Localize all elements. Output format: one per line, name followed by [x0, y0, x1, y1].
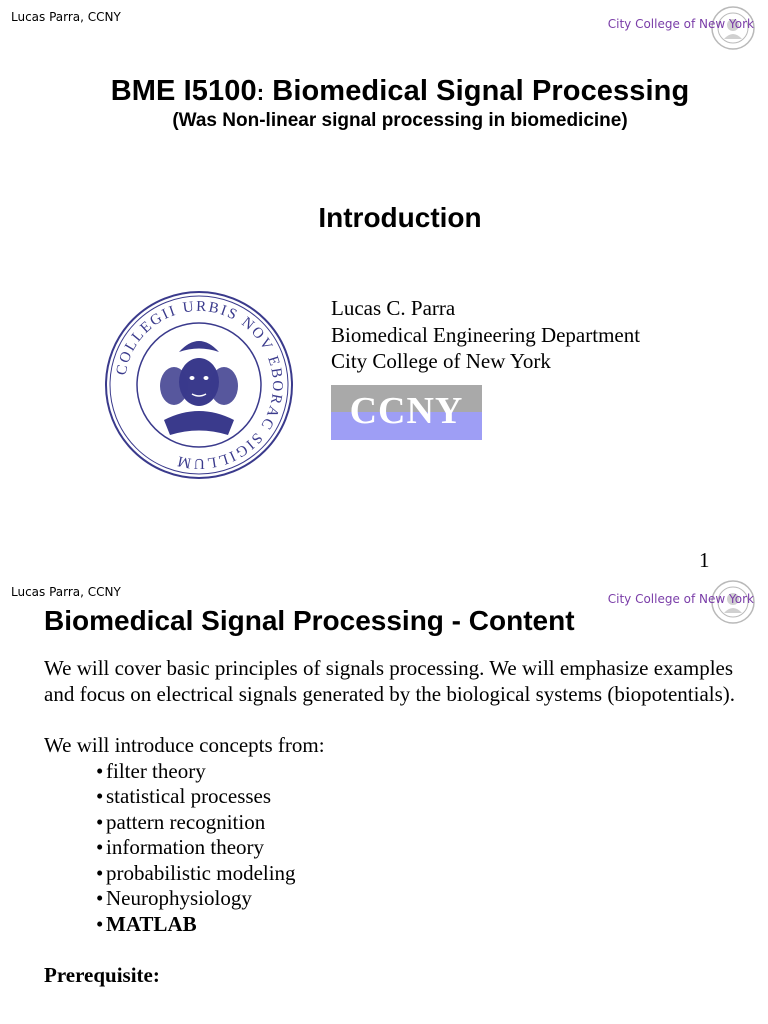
list-item: • filter theory: [96, 758, 206, 783]
slide-2: [0, 577, 768, 1024]
title-code: BME I5100: [110, 75, 257, 107]
ccny-logo-text: CCNY: [349, 390, 464, 432]
ccny-logo: [331, 385, 482, 440]
list-item: • probabilistic modeling: [96, 860, 296, 885]
paragraph-concepts: We will introduce concepts from:: [44, 733, 325, 757]
author-info: [331, 295, 640, 375]
list-item: • Neurophysiology: [96, 886, 252, 910]
author-department: Biomedical Engineering Department: [331, 322, 641, 347]
slide-title: Biomedical Signal Processing - Content: [44, 605, 575, 636]
paragraph-intro: We will cover basic principles of signals processing. We will emphasize examples and focus on electrical signals generated by the biological systems (biopotentials).: [44, 656, 736, 706]
header-author: Lucas Parra, CCNY: [11, 10, 121, 24]
section-heading: Introduction: [318, 202, 482, 233]
slide-subtitle: (Was Non-linear signal processing in biomedicine): [172, 110, 628, 131]
page-number: 1: [699, 548, 710, 572]
list-item: • statistical processes: [96, 784, 272, 808]
title-rest: Biomedical Signal Processing: [272, 75, 690, 107]
header-author: Lucas Parra, CCNY: [11, 585, 121, 599]
slide-body: [44, 656, 744, 989]
list-item: • pattern recognition: [96, 809, 266, 834]
author-institution: City College of New York: [331, 349, 551, 373]
slide-title: [0, 75, 768, 108]
svg-text:COLLEGII URBIS NOV EBORAC SIGI: COLLEGII URBIS NOV EBORAC SIGILLUM: [113, 298, 286, 472]
header-college: City College of New York: [607, 592, 754, 606]
concept-list: [44, 759, 744, 938]
list-item: • information theory: [96, 835, 265, 859]
prerequisite-label: Prerequisite:: [44, 963, 160, 987]
list-item: • MATLAB: [96, 911, 197, 936]
title-colon: :: [256, 80, 265, 105]
header-college: City College of New York: [607, 17, 754, 31]
author-name: Lucas C. Parra: [331, 296, 456, 320]
ccny-seal-icon: [104, 290, 294, 480]
